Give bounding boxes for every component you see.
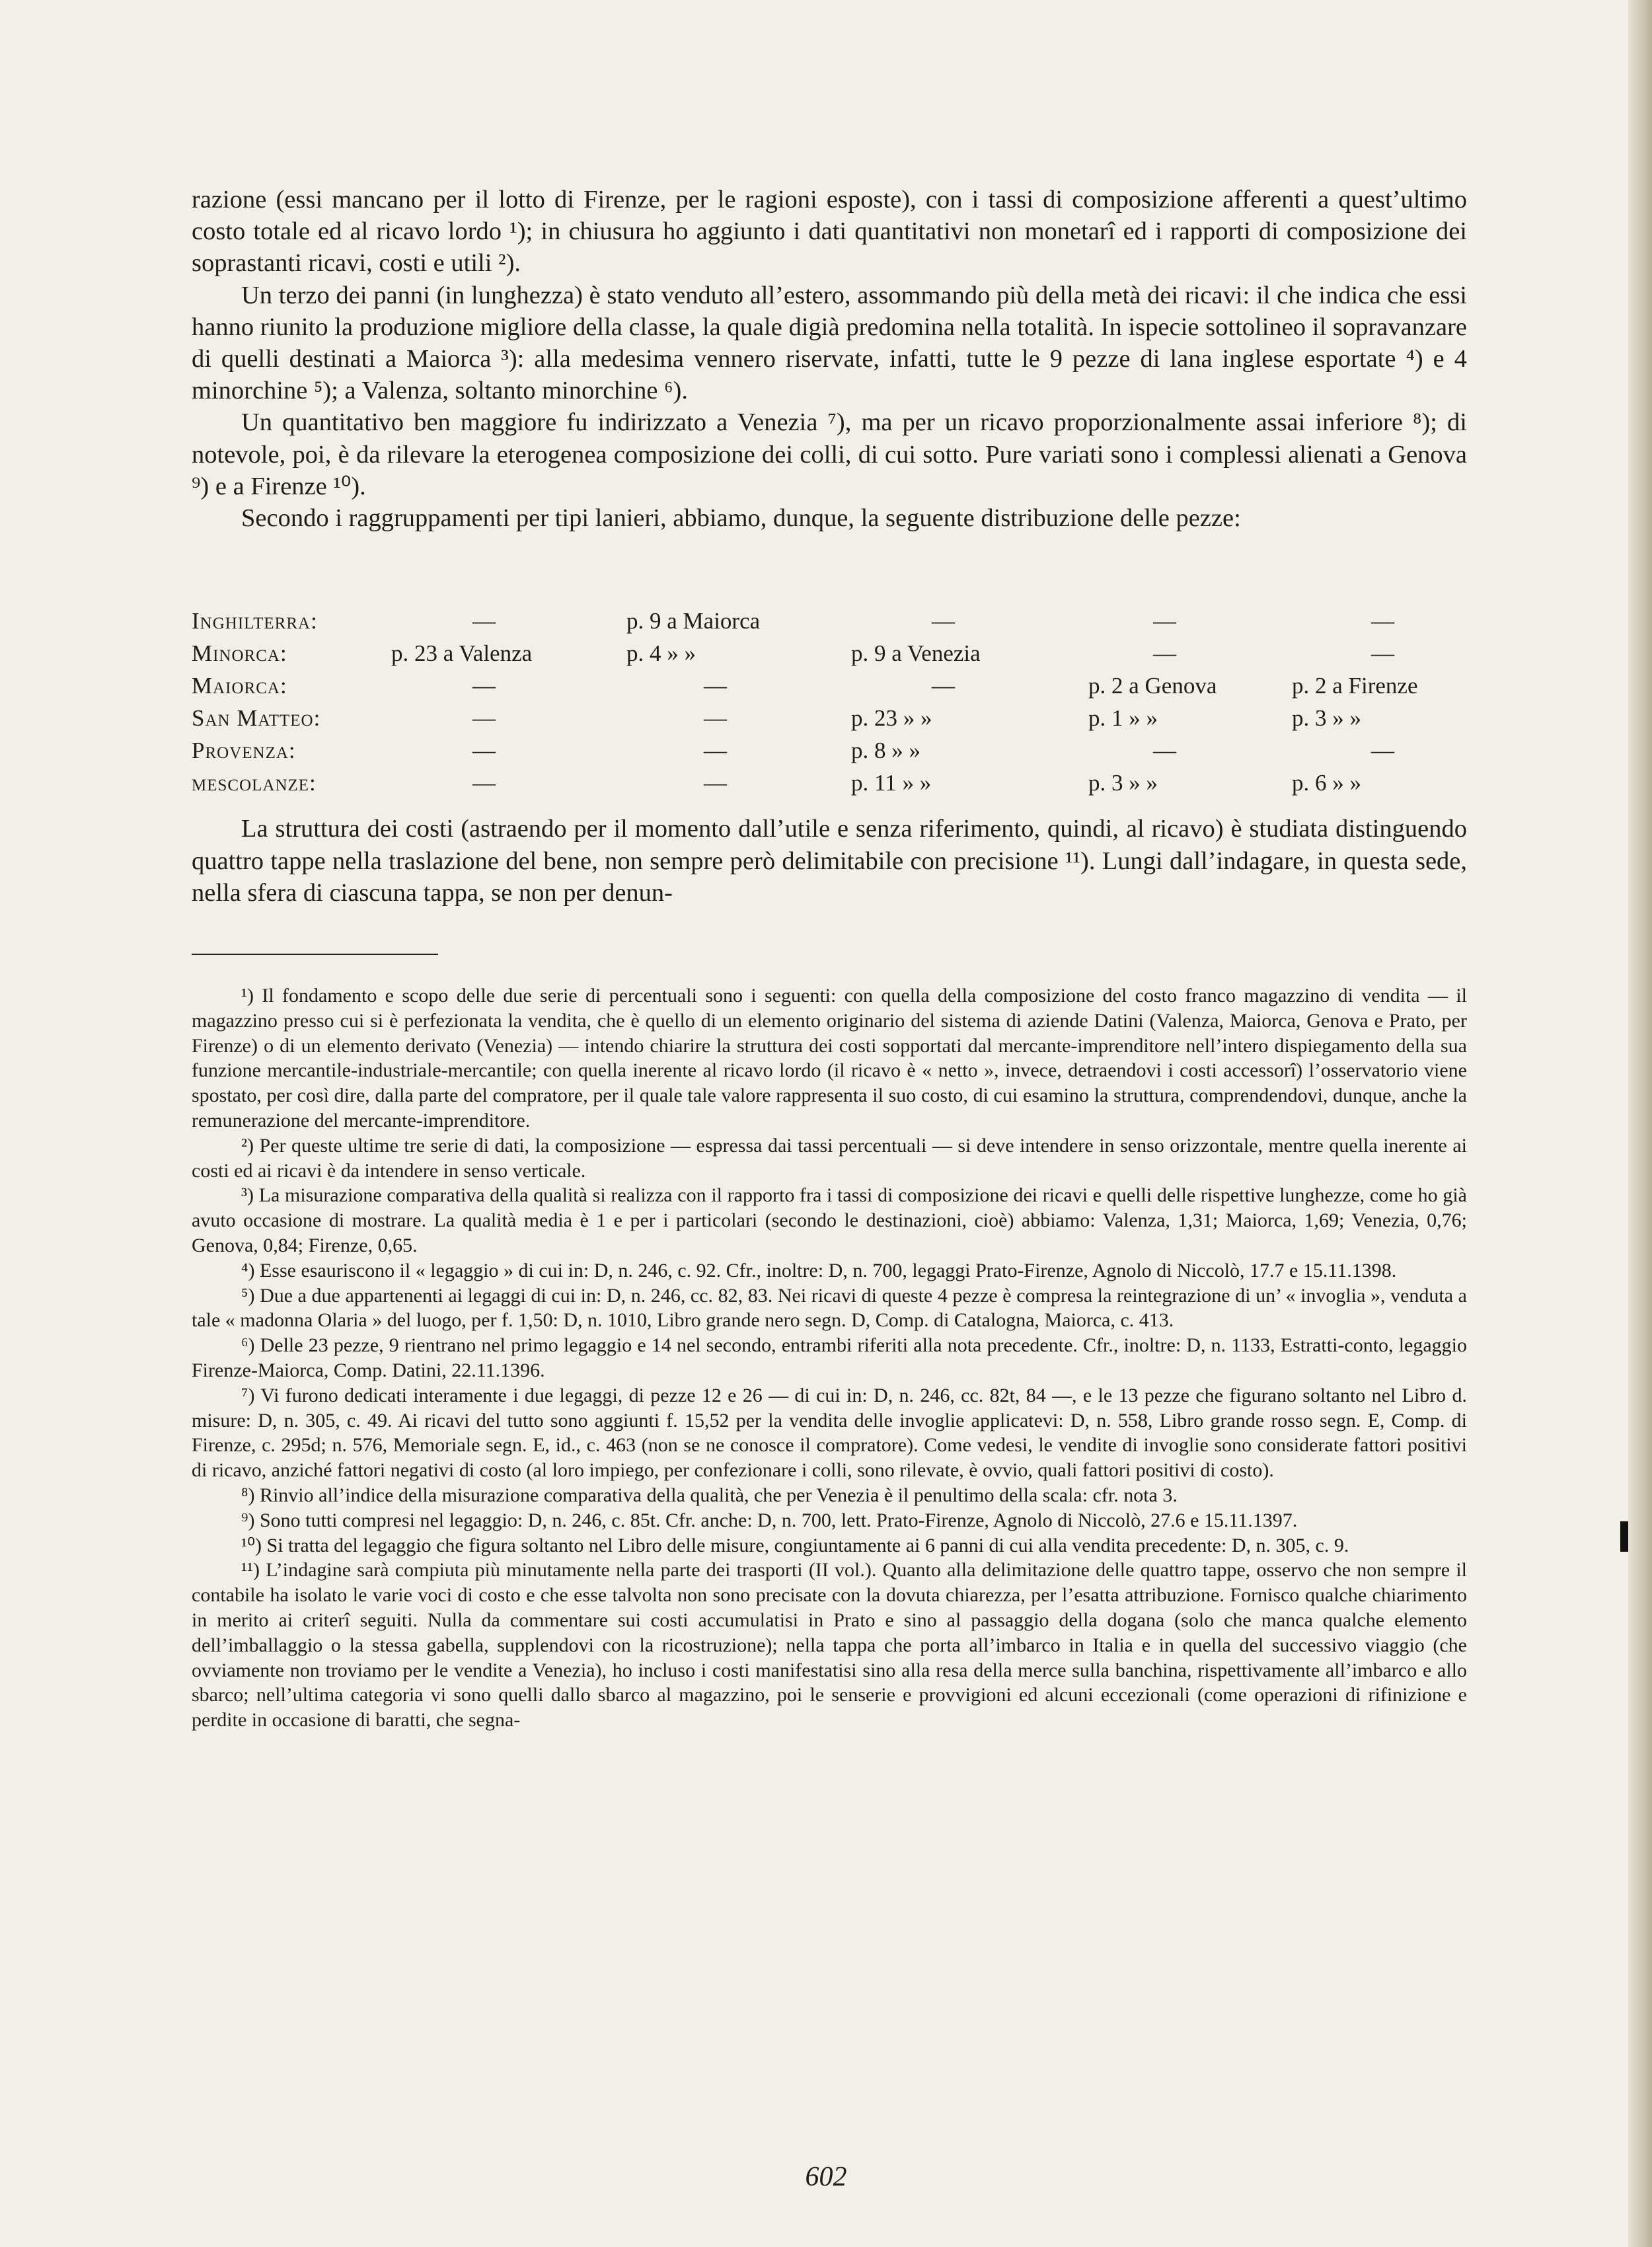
- footnote-text: Esse esauriscono il « legaggio » di cui in: D, n. 246, c. 92. Cfr., inoltre: D, n. 700, legaggi Prato-Firenze, Agnolo di Niccolò, 17.7 e 15.11.1398.: [259, 1259, 1397, 1281]
- footnote-text: Rinvio all’indice della misurazione comparativa della qualità, che per Venezia è il penultimo della scala: cfr. nota 3.: [259, 1484, 1178, 1506]
- footnote-mark: ²): [241, 1134, 254, 1157]
- footnote-mark: ¹): [241, 985, 254, 1007]
- cell-firenze: p. 6 » »: [1292, 770, 1361, 796]
- footnote-mark: ³): [241, 1184, 254, 1207]
- cell-venezia: p. 11 » »: [851, 770, 932, 796]
- footnote: [192, 1133, 1467, 1184]
- paragraph-1: razione (essi mancano per il lotto di Firenze, per le ragioni esposte), con i tassi di composizione afferenti a quest’ultimo costo totale ed al ricavo lordo ¹); in chiusura ho aggiunto i dati quantitativi non monetarî ed i rapporti di composizione dei soprastanti ricavi, costi e utili ²).: [192, 186, 1467, 278]
- row-label: San Matteo:: [192, 705, 321, 731]
- cell-genova: —: [1153, 738, 1176, 763]
- table-row: [192, 738, 1467, 770]
- table-row: [192, 640, 1467, 673]
- cell-valenza: —: [472, 673, 496, 699]
- footnote-mark: ⁹): [241, 1509, 255, 1531]
- footnote-mark: ¹⁰): [241, 1534, 262, 1556]
- cell-genova: p. 3 » »: [1088, 770, 1158, 796]
- footnote: [192, 1183, 1467, 1258]
- cell-genova: p. 2 a Genova: [1088, 673, 1217, 699]
- footnote-text: Sono tutti compresi nel legaggio: D, n. 246, c. 85t. Cfr. anche: D, n. 700, lett. Prato-Firenze, Agnolo di Niccolò, 27.6 e 15.11.1397.: [259, 1509, 1298, 1531]
- cell-maiorca: —: [704, 705, 727, 731]
- footnote: [192, 1533, 1467, 1558]
- cell-firenze: —: [1371, 738, 1394, 763]
- cell-genova: —: [1153, 640, 1176, 666]
- cell-maiorca: —: [704, 770, 727, 796]
- cell-maiorca: p. 9 a Maiorca: [626, 608, 761, 634]
- footnote: [192, 983, 1467, 1133]
- footnote-text: La misurazione comparativa della qualità si realizza con il rapporto fra i tassi di composizione dei ricavi e quelli delle rispettive lunghezze, come ho già avuto occasione di mostrare. La qualità media è 1 e per i particolari (secondo le destinazioni, cioè) abbiamo: Valenza, 1,31; Maiorca, 1,69; Venezia, 0,76; Genova, 0,84; Firenze, 0,65.: [192, 1184, 1467, 1256]
- cell-venezia: p. 9 a Venezia: [851, 640, 981, 666]
- row-label: Provenza:: [192, 738, 296, 763]
- paragraph-4: Secondo i raggruppamenti per tipi lanieri, abbiamo, dunque, la seguente distribuzione delle pezze:: [241, 504, 1241, 533]
- footnote-text: Si tratta del legaggio che figura soltanto nel Libro delle misure, congiuntamente ai 6 panni di cui alla vendita precedente: D, n. 305, c. 9.: [266, 1534, 1349, 1556]
- table-row: [192, 673, 1467, 705]
- paragraph-2: Un terzo dei panni (in lunghezza) è stato venduto all’estero, assommando più della metà dei ricavi: il che indica che essi hanno riunito la produzione migliore della classe, la quale digià predomina nella totalità. In ispecie sottolineo il sopravanzare di quelli destinati a Maiorca ³): alla medesima vennero riservate, infatti, tutte le 9 pezze di lana inglese esportate ⁴) e 4 minorchine ⁵); a Valenza, soltanto minorchine ⁶).: [192, 281, 1467, 405]
- cell-venezia: p. 8 » »: [851, 738, 920, 763]
- cell-firenze: —: [1371, 608, 1394, 634]
- footnote-text: Vi furono dedicati interamente i due legaggi, di pezze 12 e 26 — di cui in: D, n. 246, cc. 82t, 84 —, e le 13 pezze che figurano soltanto nel Libro d. misure: D, n. 305, c. 49. Ai ricavi del tutto sono aggiunti f. 15,52 per la vendita delle invoglie applicatevi: D, n. 558, Libro grande rosso segn. E, Comp. di Firenze, c. 295d; n. 576, Memoriale segn. E, id., c. 463 (non se ne conosce il compratore). Come vedesi, le vendite di invoglie sono considerate fattori positivi di ricavo, anziché fattori negativi di costo (al loro impiego, per confezionare i colli, sono rilevate, è ovvio, quali fattori positivi di costo).: [192, 1384, 1467, 1482]
- paragraph-3: Un quantitativo ben maggiore fu indirizzato a Venezia ⁷), ma per un ricavo proporzionalmente assai inferiore ⁸); di notevole, poi, è da rilevare la eterogenea composizione dei colli, di cui sotto. Pure variati sono i complessi alienati a Genova ⁹) e a Firenze ¹⁰).: [192, 408, 1467, 500]
- table-row: [192, 770, 1467, 802]
- paragraph-5: La struttura dei costi (astraendo per il momento dall’utile e senza riferimento, quindi, al ricavo) è studiata distinguendo quattro tappe nella traslazione del bene, non sempre però delimitabile con precisione ¹¹). Lungi dall’indagare, in questa sede, nella sfera di ciascuna tappa, se non per denun-: [192, 815, 1467, 907]
- row-label: Minorca:: [192, 640, 287, 666]
- cell-maiorca: —: [704, 738, 727, 763]
- footnote: [192, 1333, 1467, 1383]
- cell-firenze: —: [1371, 640, 1394, 666]
- footnote-mark: ⁷): [241, 1384, 255, 1406]
- page-edge: [1628, 0, 1652, 2247]
- footnote-mark: ⁶): [241, 1334, 255, 1357]
- page-number: 602: [805, 2162, 847, 2192]
- cell-firenze: p. 2 a Firenze: [1292, 673, 1418, 699]
- cell-valenza: —: [472, 738, 496, 763]
- footnote-text: L’indagine sarà compiuta più minutamente nella parte dei trasporti (II vol.). Quanto alla delimitazione delle quattro tappe, osservo che non sempre il contabile ha isolato le varie voci di costo e che esse talvolta non sono precisate con la dovuta chiarezza, per l’esatta attribuzione. Fornisco qualche chiarimento in merito ai criterî seguiti. Nulla da commentare sui costi accumulatisi in Prato e sino al passaggio della dogana (solo che manca qualche elemento dell’imballaggio o la stessa gabella, supplendovi con la ricostruzione); nella tappa che porta all’imbarco in Italia e in quella del successivo viaggio (che ovviamente non troviamo per le vendite a Venezia), ho incluso i costi manifestatisi sino alla resa della merce sulla banchina, rispettivamente all’imbarco e allo sbarco; nell’ultima categoria vi sono quelli dallo sbarco al magazzino, poi le senserie e provvigioni ed alcuni eccezionali (come operazioni di rifinizione e perdite in occasione di baratti, che segna-: [192, 1559, 1468, 1732]
- row-label: mescolanze:: [192, 770, 317, 796]
- footnote-mark: ⁸): [241, 1484, 255, 1506]
- footnote-divider: [192, 954, 438, 955]
- post-table-text: [192, 813, 1467, 909]
- row-label: Inghilterra:: [192, 608, 318, 634]
- cell-maiorca: p. 4 » »: [626, 640, 696, 666]
- footnote: [192, 1508, 1467, 1533]
- footnote: [192, 1383, 1467, 1483]
- cell-valenza: —: [472, 705, 496, 731]
- footnote-mark: ⁵): [241, 1284, 255, 1307]
- cell-valenza: —: [472, 770, 496, 796]
- cell-venezia: —: [932, 673, 955, 699]
- footnote-text: Due a due appartenenti ai legaggi di cui in: D, n. 246, cc. 82, 83. Nei ricavi di queste 4 pezze è compresa la reintegrazione di un’ « invoglia », venduta a tale « madonna Olaria » del luogo, per f. 1,50: D, n. 1010, Libro grande nero segn. D, Comp. di Catalogna, Maiorca, c. 413.: [192, 1284, 1467, 1332]
- footnotes: [192, 983, 1467, 1733]
- footnote: [192, 1558, 1467, 1733]
- footnote-mark: ⁴): [241, 1259, 255, 1281]
- footnote-text: Per queste ultime tre serie di dati, la composizione — espressa dai tassi percentuali — si deve intendere in senso orizzontale, mentre quella inerente ai costi ed ai ricavi è da intendere in senso verticale.: [192, 1134, 1468, 1182]
- table-row: [192, 705, 1467, 738]
- cell-venezia: p. 23 » »: [851, 705, 932, 731]
- footnote-text: Il fondamento e scopo delle due serie di percentuali sono i seguenti: con quella della composizione del costo franco magazzino di vendita — il magazzino presso cui si è perfezionata la vendita, che è quello di un elemento originario del sistema di aziende Datini (Valenza, Maiorca, Genova e Prato, per Firenze) o di un elemento derivato (Venezia) — intendo chiarire la struttura dei costi sopportati dal mercante-imprenditore nell’intero dispiegamento della sua funzione mercantile-industriale-mercantile; con quella inerente al ricavo lordo (il ricavo è « netto », invece, detraendovi i costi accessorî) l’osservatorio viene spostato, per così dire, dalla parte del compratore, per il quale tale valore rappresenta il suo costo, di cui esamino la struttura, comprendendovi, dunque, anche la remunerazione del mercante-imprenditore.: [192, 985, 1467, 1131]
- cell-venezia: —: [932, 608, 955, 634]
- cell-valenza: —: [472, 608, 496, 634]
- footnote-mark: ¹¹): [241, 1559, 260, 1581]
- cell-valenza: p. 23 a Valenza: [391, 640, 533, 666]
- cell-genova: —: [1153, 608, 1176, 634]
- wool-distribution-table: [192, 608, 1467, 802]
- cell-maiorca: —: [704, 673, 727, 699]
- table-row: [192, 608, 1467, 640]
- footnote-text: Delle 23 pezze, 9 rientrano nel primo legaggio e 14 nel secondo, entrambi riferiti alla nota precedente. Cfr., inoltre: D, n. 1133, Estratti-conto, legaggio Firenze-Maiorca, Comp. Datini, 22.11.1396.: [192, 1334, 1468, 1381]
- footnote: [192, 1258, 1467, 1283]
- body-text: [192, 184, 1467, 534]
- margin-mark: [1620, 1521, 1628, 1552]
- footnote: [192, 1483, 1467, 1508]
- footnote: [192, 1283, 1467, 1334]
- row-label: Maiorca:: [192, 673, 287, 699]
- cell-genova: p. 1 » »: [1088, 705, 1158, 731]
- cell-firenze: p. 3 » »: [1292, 705, 1361, 731]
